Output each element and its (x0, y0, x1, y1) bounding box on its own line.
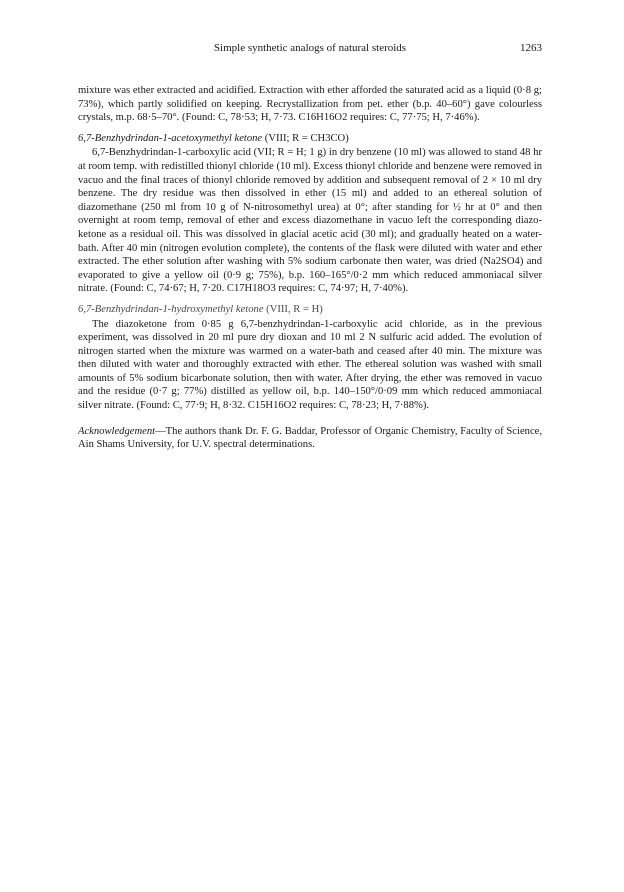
acknowledgement (78, 425, 542, 452)
acknowledgement-text: —The authors thank Dr. F. G. Baddar, Professor of Organic Chemistry, Faculty of Science, Ain Shams University, for U.V. spectral determinations. (78, 425, 542, 451)
compound-name: 6,7-Benzhydrindan-1-acetoxymethyl ketone (78, 132, 263, 144)
page-number: 1263 (520, 42, 542, 54)
paragraph-continued: mixture was ether extracted and acidified. Extraction with ether afforded the saturated acid as a liquid (0·8 g; 73%), which partly solidified on keeping. Recrystallization from pet. ether (b.p. 40–60°) gave colourless crystals, m.p. 68·5–70°. (Found: C, 78·53; H, 7·73. C16H16O2 requires: C, 77·75; H, 7·46%). (78, 85, 542, 124)
running-title: Simple synthetic analogs of natural steroids (213, 42, 407, 54)
section-heading-acetoxymethyl-ketone (78, 132, 542, 146)
paragraph-acetoxymethyl-ketone: 6,7-Benzhydrindan-1-carboxylic acid (VII; R = H; 1 g) in dry benzene (10 ml) was allowed to stand 48 hr at room temp. with redistilled thionyl chloride (10 ml). Excess thionyl chloride and benzene were removed in vacuo and the final traces of thionyl chloride removed by addition and subsequent removal of 2 × 10 ml dry benzene. The dry residue was then dissolved in ether (15 ml) and added to an ethereal solution of diazomethane (250 ml from 10 g of N-nitrosomethyl urea) at 0°; after standing for ½ hr at 0° and then overnight at room temp, removal of ether and excess diazomethane in vacuo left the corresponding diazo-ketone as a residual oil. This was dissolved in glacial acetic acid (30 ml); and gradually heated on a water-bath. After 40 min (nitrogen evolution complete), the contents of the flask were diluted with water and ether extracted. The ether solution after washing with 5% sodium carbonate then water, was dried (Na2SO4) and evaporated to give a yellow oil (0·9 g; 75%), b.p. 160–165°/0·2 mm which reduced ammoniacal silver nitrate. (Found: C, 74·67; H, 7·20. C17H18O3 requires: C, 74·97; H, 7·40%). (78, 147, 542, 295)
compound-label: (VIII; R = CH3CO) (262, 132, 349, 144)
section-heading-hydroxymethyl-ketone (78, 303, 542, 317)
paragraph-hydroxymethyl-ketone: The diazoketone from 0·85 g 6,7-benzhydrindan-1-carboxylic acid chloride, as in the previous experiment, was dissolved in 20 ml pure dry dioxan and 10 ml 2 N sulfuric acid added. The evolution of nitrogen started when the mixture was warmed on a water-bath and ceased after 40 min. The mixture was then diluted with water and thoroughly extracted with ether. The ethereal solution was washed with small amounts of 5% sodium bicarbonate solution, then with water. After drying, the ether was removed in vacuo and the residue (0·7 g; 77%) distilled as yellow oil, b.p. 140–150°/0·09 mm which reduced ammoniacal silver nitrate. (Found: C, 77·9; H, 8·32. C15H16O2 requires: C, 78·23; H, 7·88%). (78, 318, 542, 412)
acknowledgement-label: Acknowledgement (78, 425, 156, 437)
page-header (78, 42, 542, 58)
compound-name: 6,7-Benzhydrindan-1-hydroxymethyl ketone (78, 303, 264, 315)
compound-label: (VIII, R = H) (263, 303, 323, 315)
page-body (78, 84, 542, 452)
